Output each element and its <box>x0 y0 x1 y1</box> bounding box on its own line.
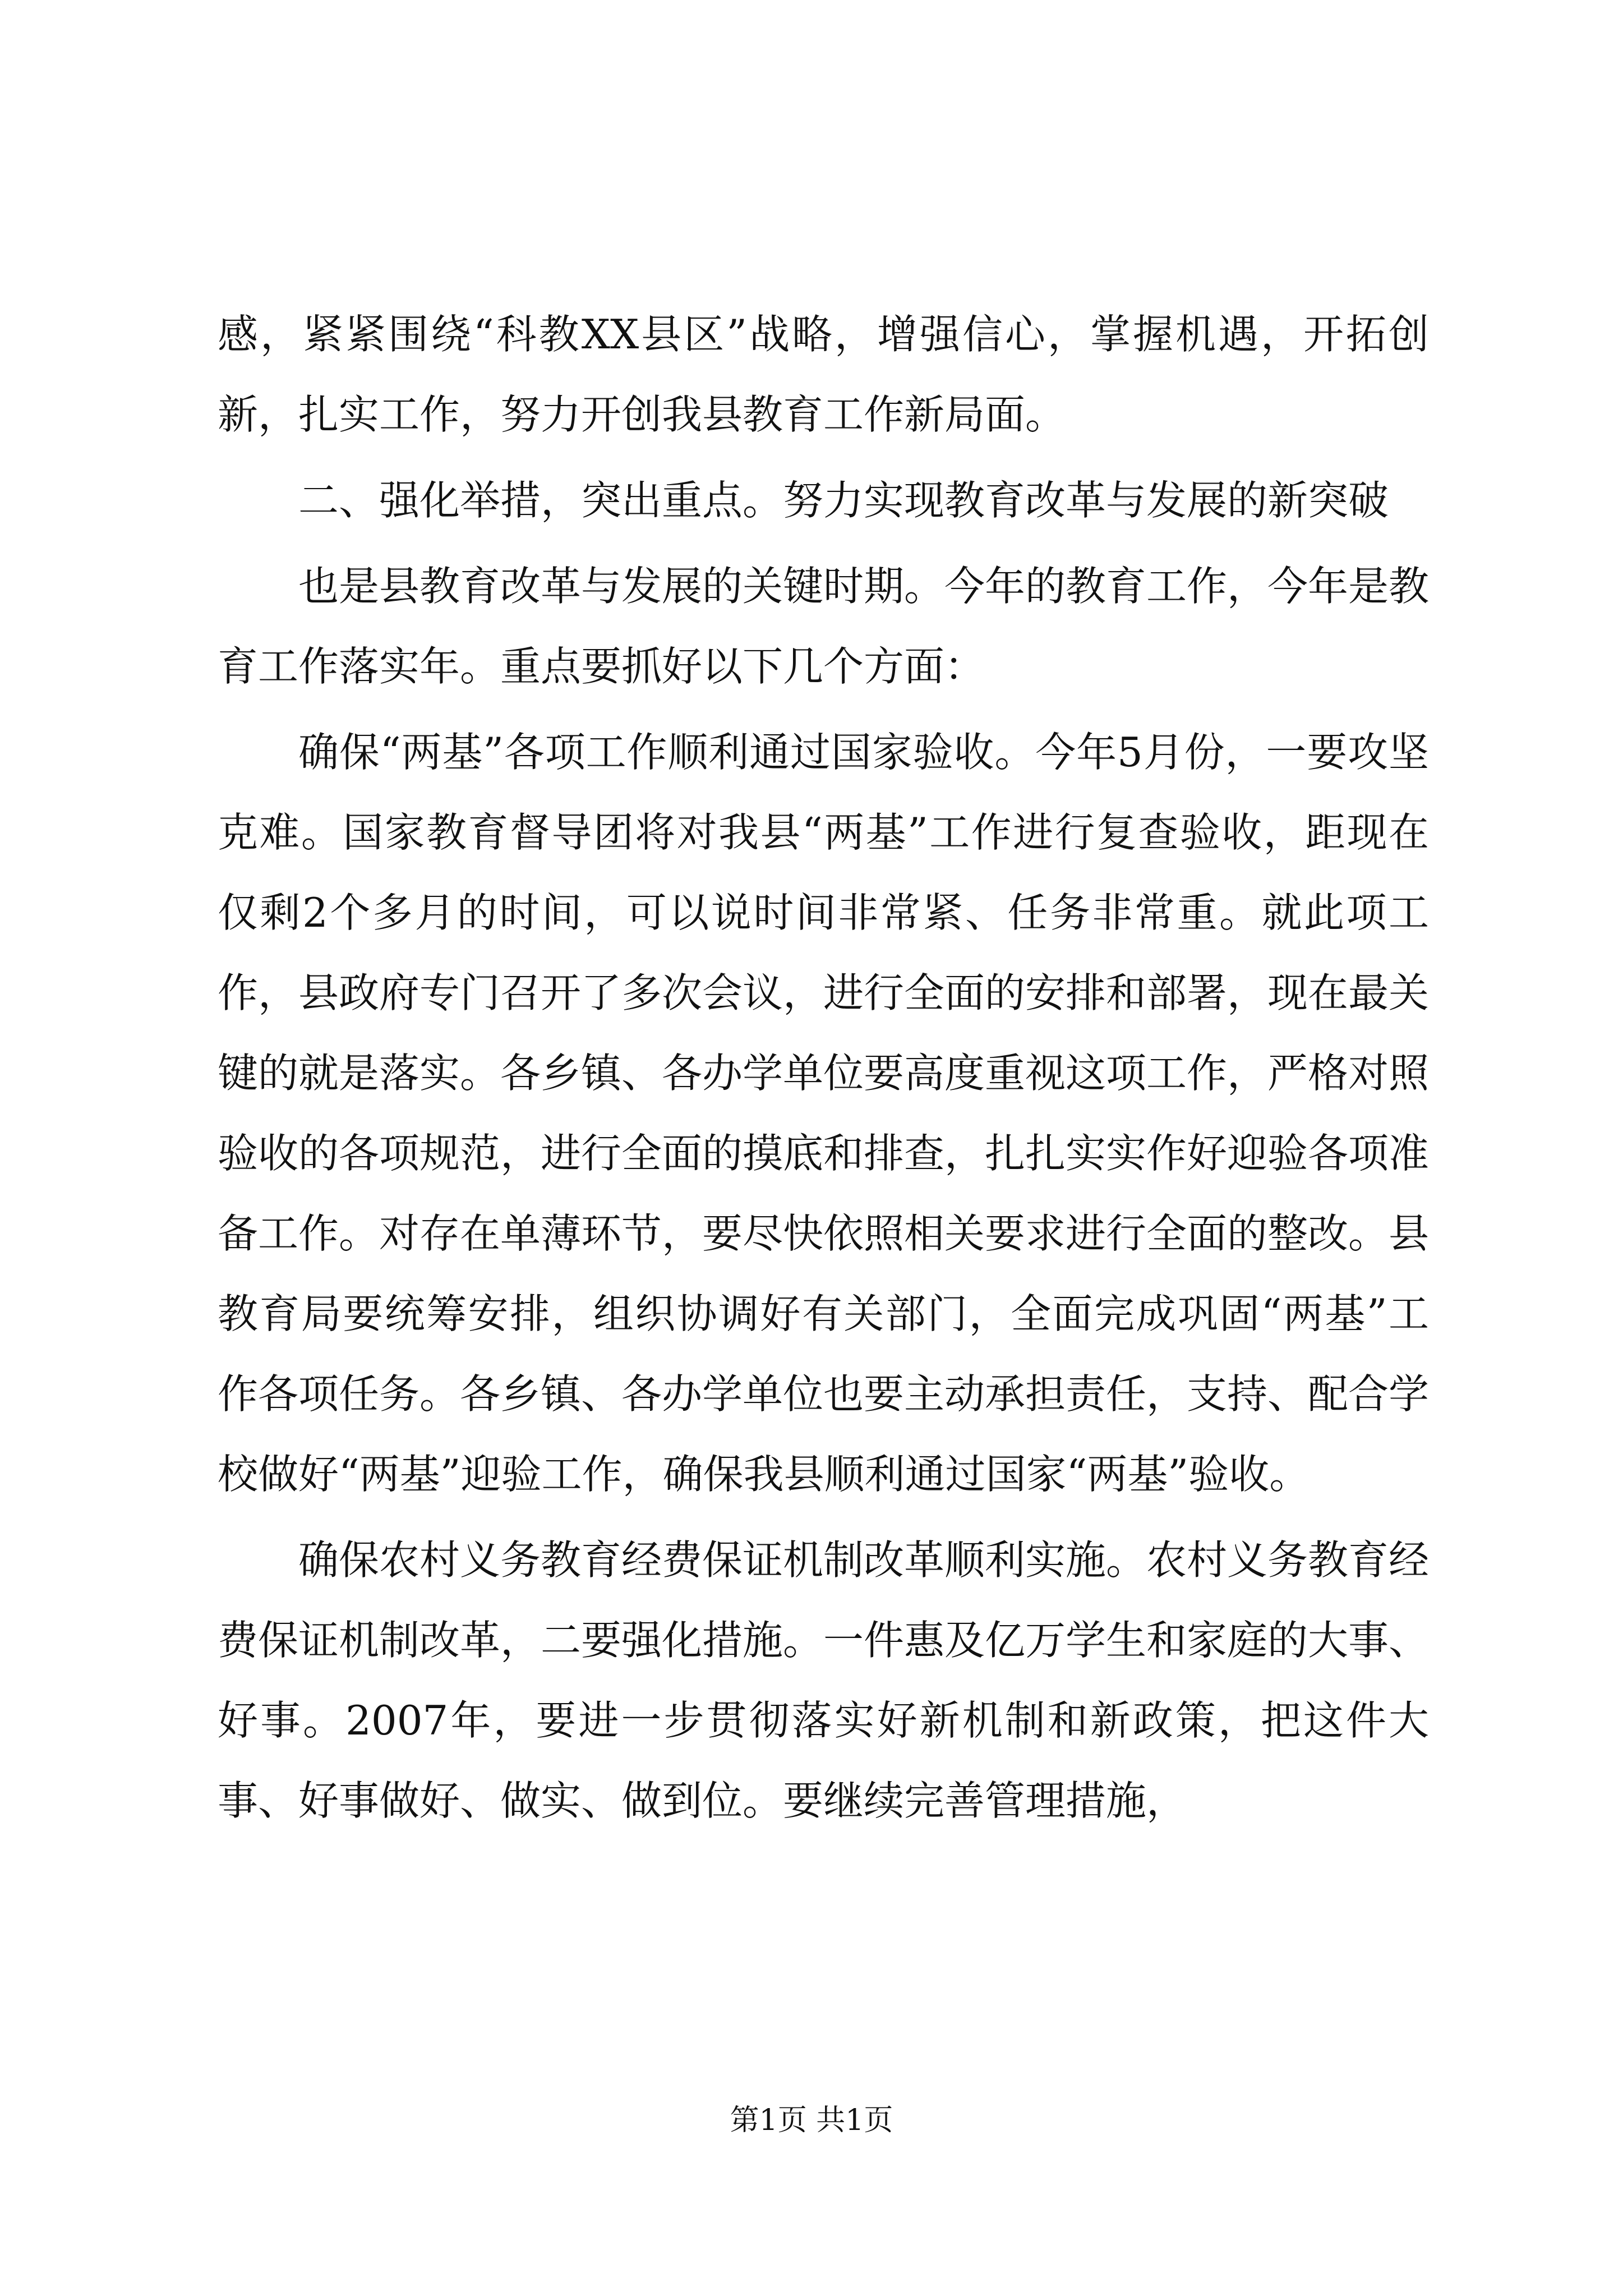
paragraph-4: 确保“两基”各项工作顺利通过国家验收。今年5月份，一要攻坚克难。国家教育督导团将对我县“两基”工作进行复查验收，距现在仅剩2个多月的时间，可以说时间非常紧、任务非常重。就此项工作，县政府专门召开了多次会议，进行全面的安排和部署，现在最关键的就是落实。各乡镇、各办学单位要高度重视这项工作，严格对照验收的各项规范，进行全面的摸底和排查，扎扎实实作好迎验各项准备工作。对存在单薄环节，要尽快依照相关要求进行全面的整改。县教育局要统筹安排，组织协调好有关部门，全面完成巩固“两基”工作各项任务。各乡镇、各办学单位也要主动承担责任，支持、配合学校做好“两基”迎验工作，确保我县顺利通过国家“两基”验收。 <box>218 729 1430 1498</box>
paragraph-3: 也是县教育改革与发展的关键时期。今年的教育工作，今年是教育工作落实年。重点要抓好以下几个方面： <box>218 563 1430 690</box>
paragraph-2: 二、强化举措，突出重点。努力实现教育改革与发展的新突破 <box>298 477 1389 524</box>
page-footer <box>0 2101 1623 2140</box>
page-number-label: 第1页 共1页 <box>730 2104 893 2137</box>
paragraph-5: 确保农村义务教育经费保证机制改革顺利实施。农村义务教育经费保证机制改革，二要强化措施。一件惠及亿万学生和家庭的大事、好事。2007年，要进一步贯彻落实好新机制和新政策，把这件大事、好事做好、做实、做到位。要继续完善管理措施， <box>218 1536 1430 1824</box>
paragraph-1: 感，紧紧围绕“科教XX县区”战略，增强信心，掌握机遇，开拓创新，扎实工作，努力开创我县教育工作新局面。 <box>218 311 1429 438</box>
document-body <box>218 295 1429 1841</box>
